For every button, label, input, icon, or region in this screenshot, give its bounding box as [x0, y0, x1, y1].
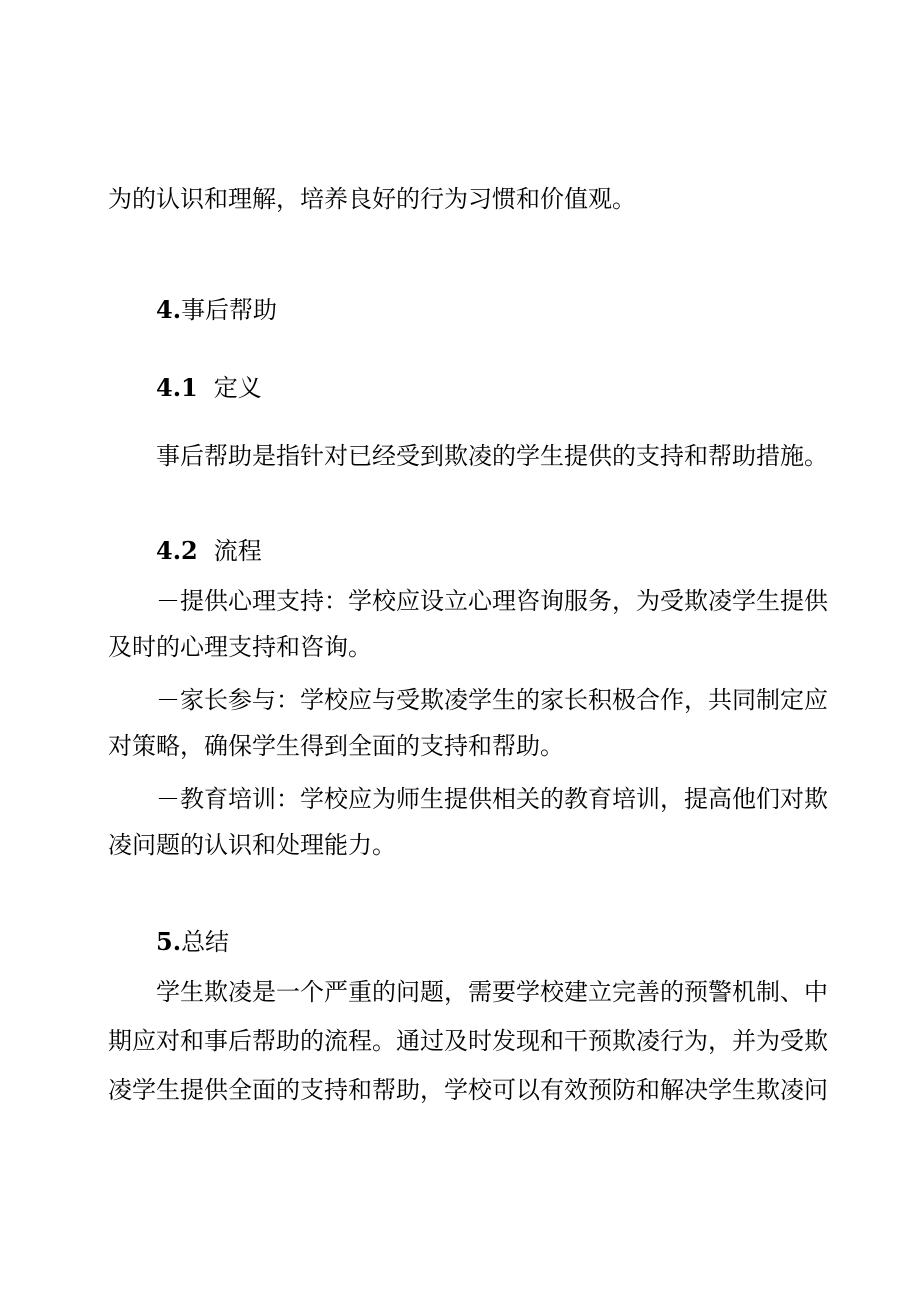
section-5-number: 5.: [156, 927, 182, 956]
section-5-heading: [156, 925, 229, 959]
section-4-heading: [156, 293, 277, 327]
summary-line-3: 凌学生提供全面的支持和帮助，学校可以有效预防和解决学生欺凌问: [108, 1076, 828, 1104]
section-4-2-heading: [156, 534, 262, 568]
intro-tail-line: 为的认识和理解，培养良好的行为习惯和价值观。: [108, 185, 636, 213]
section-4-number: 4.: [156, 295, 182, 324]
section-5-title: 总结: [181, 928, 230, 956]
section-4-1-heading: [156, 371, 262, 405]
section-4-2-number: 4.2: [156, 536, 198, 565]
summary-line-1: 学生欺凌是一个严重的问题，需要学校建立完善的预警机制、中: [156, 978, 828, 1006]
process-item-3-line-1: －教育培训：学校应为师生提供相关的教育培训，提高他们对欺: [156, 785, 828, 813]
section-4-1-text: 事后帮助是指针对已经受到欺凌的学生提供的支持和帮助措施。: [156, 442, 828, 470]
process-item-2-line-2: 对策略，确保学生得到全面的支持和帮助。: [108, 732, 564, 760]
summary-line-2: 期应对和事后帮助的流程。通过及时发现和干预欺凌行为，并为受欺: [108, 1027, 828, 1055]
process-item-1-line-2: 及时的心理支持和咨询。: [108, 633, 372, 661]
section-4-1-title: 定义: [213, 374, 262, 402]
process-item-1-line-1: －提供心理支持：学校应设立心理咨询服务，为受欺凌学生提供: [156, 587, 828, 615]
process-item-2-line-1: －家长参与：学校应与受欺凌学生的家长积极合作，共同制定应: [156, 686, 828, 714]
process-item-3-line-2: 凌问题的认识和处理能力。: [108, 831, 396, 859]
section-4-title: 事后帮助: [181, 296, 278, 324]
section-4-2-title: 流程: [213, 537, 262, 565]
section-4-1-number: 4.1: [156, 373, 198, 402]
